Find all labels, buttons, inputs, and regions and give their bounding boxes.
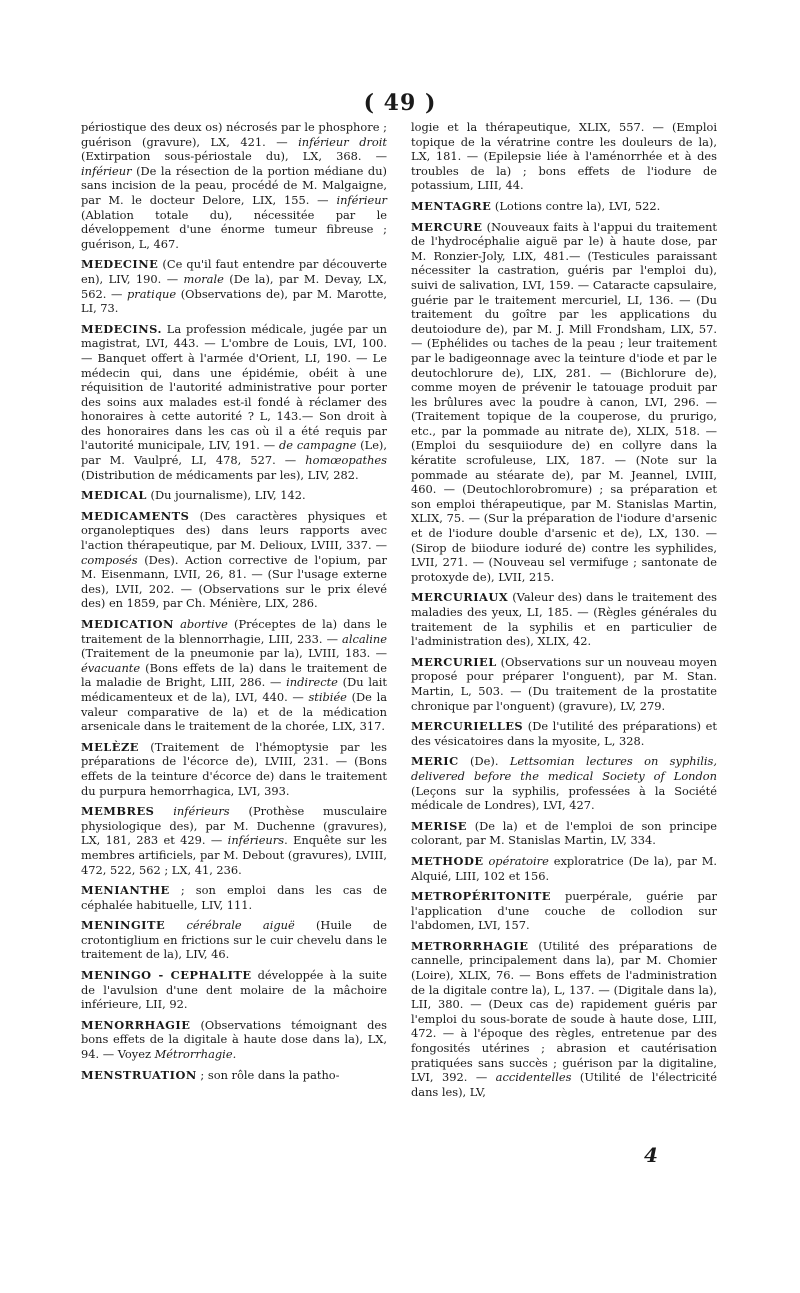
entry-headword: MENINGO - CEPHALITE xyxy=(81,968,252,983)
entry-italic-text: cérébrale aiguë xyxy=(186,918,295,933)
index-entry xyxy=(81,740,387,798)
entry-text: puerpérale, guérie par l'application d'une couche de collodion sur l'abdomen, LVI, 157. xyxy=(411,889,717,933)
entry-text: (Nouveaux faits à l'appui du traitement de l'hydrocéphalie aiguë par le) à haute dose, par M. Ronzier-Joly, LIX, 481.— (Testicules paraissant nécessiter la castration, guéris par l'emploi du), suivi de salivation, LVI, 159. — Cataracte capsulaire, guérie par le traitement mercuriel, LI, 136. — (Du traitement du goître par les applications du deutoiodure de), par M. J. Mill Frondsham, LIX, 57. — (Ephélides ou taches de la peau ; leur traitement par le badigeonnage avec la teinture d'iode et par le deutochlorure de), LIX, 281. — (Bichlorure de), comme moyen de prévenir le tatouage produit par les brûlures avec la poudre à canon, LVI, 296. — (Traitement topique de la couperose, du prurigo, etc., par la pommade au nitrate de), XLIX, 518. — (Emploi du sesquiiodure de) en collyre dans la kératite scrofuleuse, LIX, 187. — (Note sur la pommade au stéarate de), par M. Jeannel, LVIII, 460. — (Deutochlorobromure) ; sa préparation et son emploi thérapeutique, par M. Stanislas Martin, XLIX, 75. — (Sur la préparation de l'iodure d'arsenic et de l'iodure double d'arsenic et de), LX, 130. — (Sirop de biiodure ioduré de) contre les syphilides, LVII, 271. — (Nouveau sel vermifuge ; santonate de protoxyde de), LVII, 215. xyxy=(411,219,717,584)
entry-headword: MELÈZE xyxy=(81,739,139,754)
entry-headword: METROPÉRITONITE xyxy=(411,889,551,904)
entry-headword: MENORRHAGIE xyxy=(81,1017,191,1032)
entry-text: (Des caractères physiques et organoleptiques des) dans leurs rapports avec l'action thérapeutique, par M. Delioux, LVIII, 337. — xyxy=(81,508,387,553)
entry-text: développée à la suite de l'avulsion d'une dent molaire de la mâchoire inférieure, LII, 92. xyxy=(81,968,387,1012)
entry-italic-text: accidentelles xyxy=(495,1070,572,1085)
entry-text: (Extirpation sous-périostale du), LX, 368. — xyxy=(81,149,387,164)
left-column xyxy=(81,120,387,1088)
entry-headword: MEMBRES xyxy=(81,804,155,819)
index-entry xyxy=(81,509,387,611)
entry-italic-text: abortive xyxy=(180,617,228,631)
index-entry xyxy=(81,968,387,1012)
entry-headword: MEDICAL xyxy=(81,488,147,503)
index-entry-continuation xyxy=(411,120,717,193)
entry-text: exploratrice (De la), par M. Alquié, LIII, 102 et 156. xyxy=(411,853,717,883)
entry-text xyxy=(165,918,186,932)
entry-italic-text: inférieur xyxy=(81,163,132,178)
entry-headword: MERISE xyxy=(411,818,467,833)
entry-text: La profession médicale, jugée par un magistrat, LVI, 443. — L'ombre de Louis, LVI, 100. — Banquet offert à l'armée d'Orient, LI, 190. — Le médecin qui, dans une épidémie, obéit à une réquisition de l'autorité administrative pour porter des soins aux malades est-il fondé à réclamer des honoraires à cette autorité ? L, 143.— Son droit à des honoraires dans les cas où il a été requis par l'autorité municipale, LIV, 191. — xyxy=(81,321,387,453)
entry-text: (Des). Action corrective de l'opium, par M. Eisenmann, LVII, 26, 81. — (Sur l'usage externe des), LVII, 202. — (Observations sur le prix élevé des) en 1859, par Ch. Ménière, LIX, 286. xyxy=(81,552,387,611)
entry-italic-text: pratique xyxy=(127,286,177,301)
entry-text: (Du lait médicamenteux et de la), LVI, 440. — xyxy=(81,675,387,704)
index-entry xyxy=(411,220,717,585)
entry-headword: MENSTRUATION xyxy=(81,1067,197,1082)
entry-headword: METHODE xyxy=(411,853,484,868)
signature-mark: 4 xyxy=(644,1143,658,1167)
entry-headword: METRORRHAGIE xyxy=(411,938,529,953)
index-entry xyxy=(411,889,717,933)
entry-italic-text: alcaline xyxy=(342,631,387,646)
entry-text: ; son emploi dans les cas de céphalée habituelle, LIV, 111. xyxy=(81,883,387,912)
entry-headword: MENTAGRE xyxy=(411,198,492,213)
entry-headword: MENINGITE xyxy=(81,918,166,933)
index-entry xyxy=(81,1068,387,1083)
entry-text: (De la), par M. Devay, LX, 562. — xyxy=(81,271,387,301)
entry-text: (Du journalisme), LIV, 142. xyxy=(146,488,306,503)
entry-italic-text: inférieurs xyxy=(227,833,285,848)
entry-text: ; son rôle dans la patho- xyxy=(196,1067,340,1082)
entry-italic-text: opératoire xyxy=(488,853,549,868)
index-entry xyxy=(411,590,717,648)
entry-text: (Traitement de l'hémoptysie par les préparations de l'écorce de), LVIII, 231. — (Bons effets de la teinture d'écorce de) dans le traitement du purpura hemorrhagica, LVI, 393. xyxy=(81,739,387,798)
entry-headword: MERCURIEL xyxy=(411,654,497,669)
index-entry xyxy=(411,719,717,748)
entry-text: (De la valeur comparative de la) et de la médication arsenicale dans le traitement de la chorée, LIX, 317. xyxy=(81,689,388,734)
entry-text: (De). xyxy=(458,754,510,769)
index-entry xyxy=(411,854,717,883)
entry-text: (Utilité de l'électricité dans les), LV, xyxy=(411,1070,717,1099)
entry-text: (Ablation totale du), nécessitée par le développement d'une énorme tumeur fibreuse ; guérison, L, 467. xyxy=(81,207,387,251)
index-entry xyxy=(81,918,387,962)
entry-headword: MEDICATION xyxy=(81,617,174,631)
entry-text: . Enquête sur les membres artificiels, par M. Debout (gravures), LVIII, 472, 522, 562 ; LX, 41, 236. xyxy=(81,833,387,877)
entry-text: (Observations de), par M. Marotte, LI, 73. xyxy=(81,286,387,316)
index-entry xyxy=(411,655,717,713)
entry-text: logie et la thérapeutique, XLIX, 557. — (Emploi topique de la vératrine contre les douleurs de la), LX, 181. — (Epilepsie liée à l'aménorrhée et à des troubles de la) ; bons effets de l'iodure de potassium, LIII, 44. xyxy=(411,120,717,193)
entry-italic-text: de campagne xyxy=(278,438,357,453)
entry-italic-text: évacuante xyxy=(81,660,141,675)
entry-text: (Valeur des) dans le traitement des maladies des yeux, LI, 185. — (Règles générales du traitement de la syphilis et en particulier de l'administration des), XLIX, 42. xyxy=(411,590,717,649)
entry-text: (Ce qu'il faut entendre par découverte en), LIV, 190. — xyxy=(81,257,387,286)
entry-italic-text: homœopathes xyxy=(305,453,387,468)
entry-italic-text: indirecte xyxy=(286,675,338,690)
index-entry xyxy=(81,488,387,503)
entry-text: (Observations sur un nouveau moyen proposé pour préparer l'onguent), par M. Stan. Martin, L, 503. — (Du traitement de la prostatite chronique par l'onguent) (gravure), LV, 279. xyxy=(411,654,717,713)
entry-headword: MERCURE xyxy=(411,219,483,234)
entry-italic-text: inférieur xyxy=(336,192,387,207)
entry-headword: MEDECINS. xyxy=(81,321,162,336)
index-entry-continuation xyxy=(81,120,387,251)
entry-headword: MENIANTHE xyxy=(81,883,170,898)
entry-text: périostique des deux os) nécrosés par le phosphore ; guérison (gravure), LX, 421. — xyxy=(81,120,387,149)
index-entry xyxy=(411,754,717,812)
index-entry xyxy=(411,199,717,214)
entry-text: (De l'utilité des préparations) et des vésicatoires dans la myosite, L, 328. xyxy=(411,719,717,748)
index-entry xyxy=(81,804,387,877)
entry-italic-text: inférieur droit xyxy=(298,134,388,149)
entry-text: (Distribution de médicaments par les), LIV, 282. xyxy=(81,467,359,482)
entry-text: (Prothèse musculaire physiologique des), par M. Duchenne (gravures), LX, 181, 283 et 429. — xyxy=(81,804,387,848)
page-number: ( 49 ) xyxy=(363,90,437,116)
right-column xyxy=(411,120,717,1105)
index-entry xyxy=(81,883,387,912)
index-entry xyxy=(411,819,717,848)
entry-headword: MERIC xyxy=(411,754,459,769)
index-entry xyxy=(81,257,387,315)
entry-italic-text: stibiée xyxy=(308,689,347,704)
entry-italic-text: morale xyxy=(183,271,224,286)
entry-italic-text: inférieurs xyxy=(173,804,230,819)
entry-text: (Préceptes de la) dans le traitement de la blennorrhagie, LIII, 233. — xyxy=(81,617,387,646)
entry-text: (Bons effets de la) dans le traitement de la maladie de Bright, LIII, 286. — xyxy=(81,660,387,690)
entry-headword: MERCURIAUX xyxy=(411,590,509,605)
index-entry xyxy=(411,939,717,1100)
entry-italic-text: Métrorrhagie. xyxy=(154,1047,237,1062)
entry-text: (Lotions contre la), LVI, 522. xyxy=(491,198,661,213)
index-entry xyxy=(81,322,387,483)
entry-text: (Leçons sur la syphilis, professées à la Société médicale de Londres), LVI, 427. xyxy=(411,783,717,813)
entry-headword: MEDECINE xyxy=(81,257,159,272)
entry-text: (Traitement de la pneumonie par la), LVIII, 183. — xyxy=(81,646,387,661)
entry-text: (De la) et de l'emploi de son principe colorant, par M. Stanislas Martin, LV, 334. xyxy=(411,818,717,848)
entry-headword: MEDICAMENTS xyxy=(81,508,190,523)
entry-text: (De la résection de la portion médiane du) sans incision de la peau, procédé de M. Malgaigne, par M. le docteur Delore, LIX, 155. — xyxy=(81,163,387,207)
entry-text: (Huile de crotontiglium en frictions sur le cuir chevelu dans le traitement de la), LIV, 46. xyxy=(81,918,387,962)
index-entry xyxy=(81,1018,387,1062)
entry-text: (Le), par M. Vaulpré, LI, 478, 527. — xyxy=(81,438,387,468)
entry-text: (Observations témoignant des bons effets de la digitale à haute dose dans la), LX, 94. — Voyez xyxy=(81,1017,387,1062)
entry-text: (Utilité des préparations de cannelle, principalement dans la), par M. Chomier (Loire), XLIX, 76. — Bons effets de l'administration de la digitale contre la), L, 137. — (Digitale dans la), LII, 380. — (Deux cas de) rapidement guéris par l'emploi du sous-borate de soude à haute dose, LIII, 472. — à l'époque des règles, entretenue par des fongosités utérines ; abrasion et cautérisation pratiquées sans succès ; guérison par la digitaline, LVI, 392. — xyxy=(411,938,717,1085)
entry-italic-text: composés xyxy=(81,552,138,567)
entry-headword: MERCURIELLES xyxy=(411,719,524,734)
index-entry xyxy=(81,617,387,734)
entry-italic-text: Lettsomian lectures on syphilis, delivered before the medical Society of London xyxy=(411,754,717,783)
entry-text xyxy=(154,804,173,818)
